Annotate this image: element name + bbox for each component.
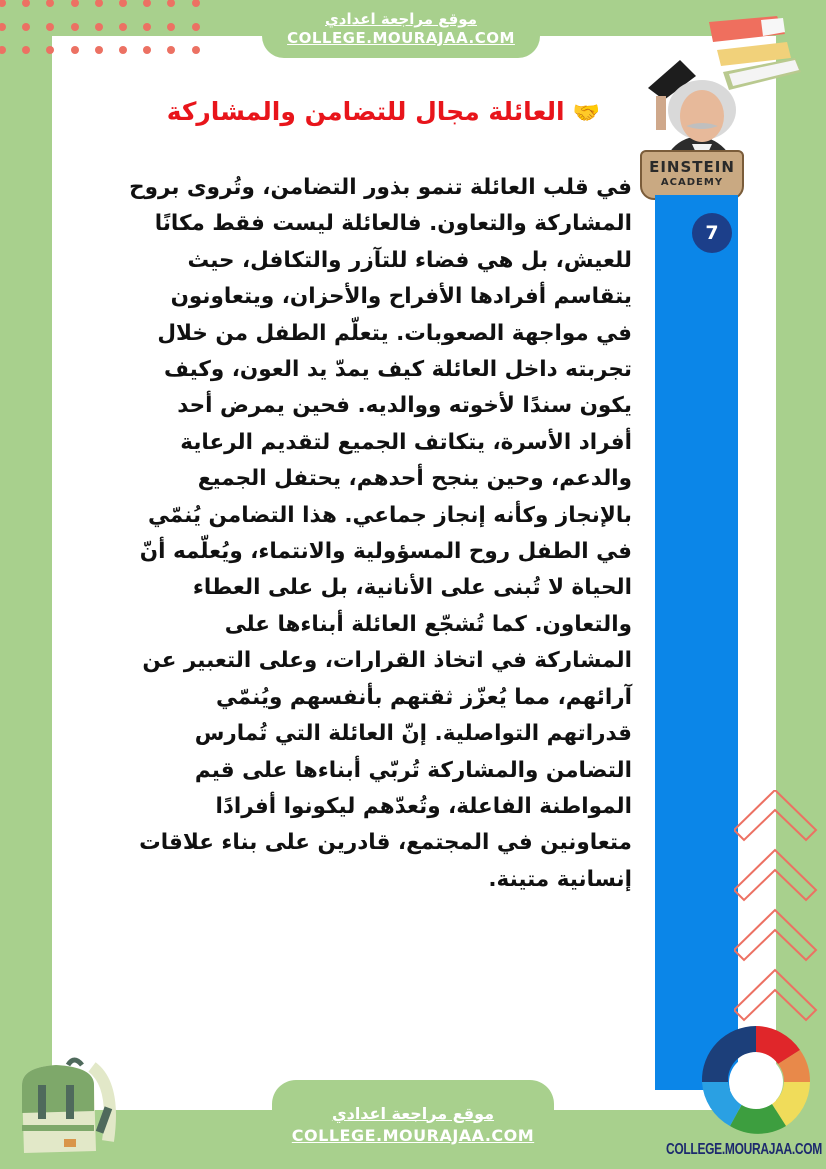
body-line: في مواجهة الصعوبات. يتعلّم الطفل من خلال	[157, 320, 632, 346]
body-line: في الطفل روح المسؤولية والانتماء، ويُعلّمه أنّ	[139, 539, 632, 565]
page-number-badge: 7	[692, 213, 732, 253]
handshake-icon: 🤝	[572, 101, 600, 126]
body-line: يتقاسم أفرادها الأفراح والأحزان، ويتعاونون	[170, 284, 632, 310]
side-accent-bar	[655, 195, 738, 1090]
college-mourajaa-logo[interactable]	[696, 1022, 816, 1137]
header-site-name[interactable]: موقع مراجعة اعدادي	[325, 10, 477, 28]
body-line: والدعم، وحين ينجح أحدهم، يحتفل الجميع	[197, 466, 632, 492]
body-line: الحياة لا تُبنى على الأنانية، بل على العطاء	[192, 575, 632, 601]
backpack-illustration	[16, 1055, 116, 1160]
footer-site-url[interactable]: COLLEGE.MOURAJAA.COM	[291, 1125, 535, 1145]
body-line: آرائهم، مما يُعزّز ثقتهم بأنفسهم ويُنمّي	[216, 684, 632, 710]
footer-site-tab[interactable]	[272, 1080, 554, 1169]
body-line: المشاركة والتعاون. فالعائلة ليست فقط مكانًا	[154, 211, 632, 237]
body-line: أفراد الأسرة، يتكاتف الجميع لتقديم الرعاية	[180, 429, 632, 455]
article-body	[92, 170, 632, 898]
body-line: والتعاون. كما تُشجّع العائلة أبناءها على	[224, 611, 632, 637]
body-line: المواطنة الفاعلة، وتُعدّهم ليكونوا أفرادًا	[215, 793, 632, 819]
footer-site-name[interactable]: موقع مراجعة اعدادي	[331, 1103, 495, 1123]
header-site-tab[interactable]	[262, 0, 540, 58]
body-line: بالإنجاز وكأنه إنجاز جماعي. هذا التضامن يُنمّي	[148, 502, 632, 528]
decorative-dots-row	[0, 46, 210, 56]
body-line: إنسانية متينة.	[488, 866, 632, 892]
chevron-up-decoration-icon	[734, 790, 820, 1040]
body-line: للعيش، بل هي فضاء للتآزر والتكافل، حيث	[187, 247, 632, 273]
body-line: التضامن والمشاركة تُربّي أبناءها على قيم	[194, 757, 632, 783]
body-line: متعاونين في المجتمع، قادرين على بناء علاقات	[139, 830, 632, 856]
body-line: في قلب العائلة تنمو بذور التضامن، وتُروى بروح	[129, 175, 632, 200]
body-line: يكون سندًا لأخوته ووالديه. فحين يمرض أحد	[177, 393, 632, 419]
body-line: المشاركة في اتخاذ القرارات، وعلى التعبير عن	[142, 648, 632, 674]
header-site-url[interactable]: COLLEGE.MOURAJAA.COM	[287, 29, 515, 47]
body-line: تجربته داخل العائلة كيف يمدّ يد العون، وكيف	[164, 357, 632, 383]
einstein-academy-badge: EINSTEIN ACADEMY	[640, 150, 744, 200]
body-line: قدراتهم التواصلية. إنّ العائلة التي تُمارس	[194, 721, 632, 747]
logo-site-url[interactable]: COLLEGE.MOURAJAA.COM	[665, 1139, 822, 1159]
page-title: 🤝العائلة مجال للتضامن والمشاركة	[166, 97, 600, 126]
